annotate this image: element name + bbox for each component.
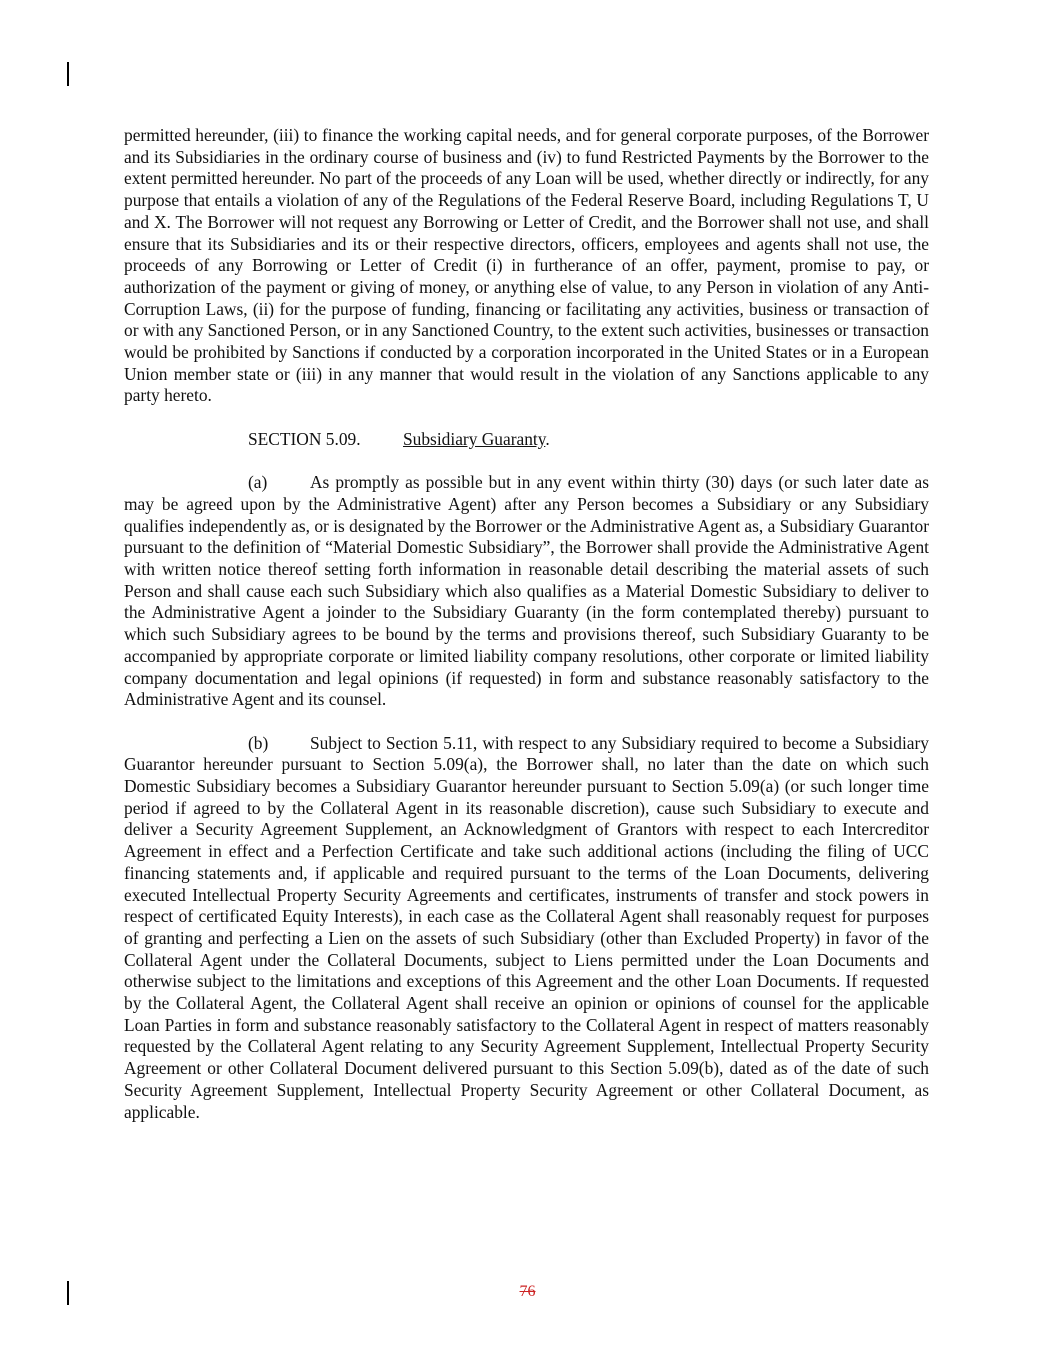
clause-a-text: As promptly as possible but in any event within thirty (30) days (or such later date as may be agreed upon by the Administrative Agent) after any Person becomes a Subsidiary or any Subsidiary qualifies independently as, or is designated by the Borrower or the Administrative Agent as, a Subsidiary Guarantor pursuant to the definition of “Material Domestic Subsidiary”, the Borrower shall provide the Administrative Agent with written notice thereof setting forth information in reasonable detail describing the material assets of such Person and shall cause each such Subsidiary which also qualifies as a Material Domestic Subsidiary to deliver to the Administrative Agent a joinder to the Subsidiary Guaranty (in the form contemplated thereby) pursuant to which such Subsidiary agrees to be bound by the terms and provisions thereof, such Subsidiary Guaranty to be accompanied by appropriate corporate or limited liability company resolutions, other corporate or limited liability company documentation and legal opinions (if requested) in form and substance reasonably satisfactory to the Administrative Agent and its counsel.	[124, 472, 929, 710]
clause-a	[124, 472, 929, 711]
section-heading	[124, 429, 929, 451]
page-number: 76	[519, 1283, 536, 1300]
section-title: Subsidiary Guaranty	[403, 428, 546, 449]
document-body	[124, 125, 929, 1123]
clause-b-text: Subject to Section 5.11, with respect to any Subsidiary required to become a Subsidiary Guarantor hereunder pursuant to Section 5.09(a), the Borrower shall, no later than the date on which such Domestic Subsidiary becomes a Subsidiary Guarantor hereunder pursuant to Section 5.09(a) (or such longer time period if agreed to by the Collateral Agent in its reasonable discretion), cause such Subsidiary to execute and deliver a Security Agreement Supplement, an Acknowledgment of Grantors with respect to each Intercreditor Agreement in effect and a Perfection Certificate and take such additional actions (including the filing of UCC financing statements and, if applicable and required pursuant to the terms of the Loan Documents, delivering executed Intellectual Property Security Agreements and certificates, instruments of transfer and stock powers in respect of certificated Equity Interests), in each case as the Collateral Agent shall reasonably request for purposes of granting and perfecting a Lien on the assets of such Subsidiary (other than Excluded Property) in favor of the Collateral Agent under the Collateral Documents, subject to Liens permitted under the Loan Documents and otherwise subject to the limitations and exceptions of this Agreement and the other Loan Documents. If requested by the Collateral Agent, the Collateral Agent shall receive an opinion or opinions of counsel for the applicable Loan Parties in form and substance reasonably satisfactory to the Collateral Agent in respect of matters reasonably requested by the Collateral Agent relating to any Security Agreement Supplement, Intellectual Property Security Agreement or other Collateral Document delivered pursuant to this Section 5.09(b), dated as of the date of such Security Agreement Supplement, Intellectual Property Security Agreement or other Collateral Document, as applicable.	[124, 732, 929, 1122]
change-bar-top	[67, 62, 69, 86]
section-title-suffix: .	[545, 428, 550, 449]
clause-a-label: (a)	[248, 472, 268, 493]
clause-b	[124, 733, 929, 1124]
section-number: SECTION 5.09.	[248, 428, 361, 449]
clause-b-label: (b)	[248, 732, 269, 753]
intro-paragraph: permitted hereunder, (iii) to finance the working capital needs, and for general corporate purposes, of the Borrower and its Subsidiaries in the ordinary course of business and (iv) to fund Restricted Payments by the Borrower to the extent permitted hereunder. No part of the proceeds of any Loan will be used, whether directly or indirectly, for any purpose that entails a violation of any of the Regulations of the Federal Reserve Board, including Regulations T, U and X. The Borrower will not request any Borrowing or Letter of Credit, and the Borrower shall not use, and shall ensure that its Subsidiaries and its or their respective directors, officers, employees and agents shall not use, the proceeds of any Borrowing or Letter of Credit (i) in furtherance of an offer, payment, promise to pay, or authorization of the payment or giving of money, or anything else of value, to any Person in violation of any Anti-Corruption Laws, (ii) for the purpose of funding, financing or facilitating any activities, business or transaction of or with any Sanctioned Person, or in any Sanctioned Country, to the extent such activities, businesses or transaction would be prohibited by Sanctions if conducted by a corporation incorporated in the United States or in a European Union member state or (iii) in any manner that would result in the violation of any Sanctions applicable to any party hereto.	[124, 125, 929, 406]
